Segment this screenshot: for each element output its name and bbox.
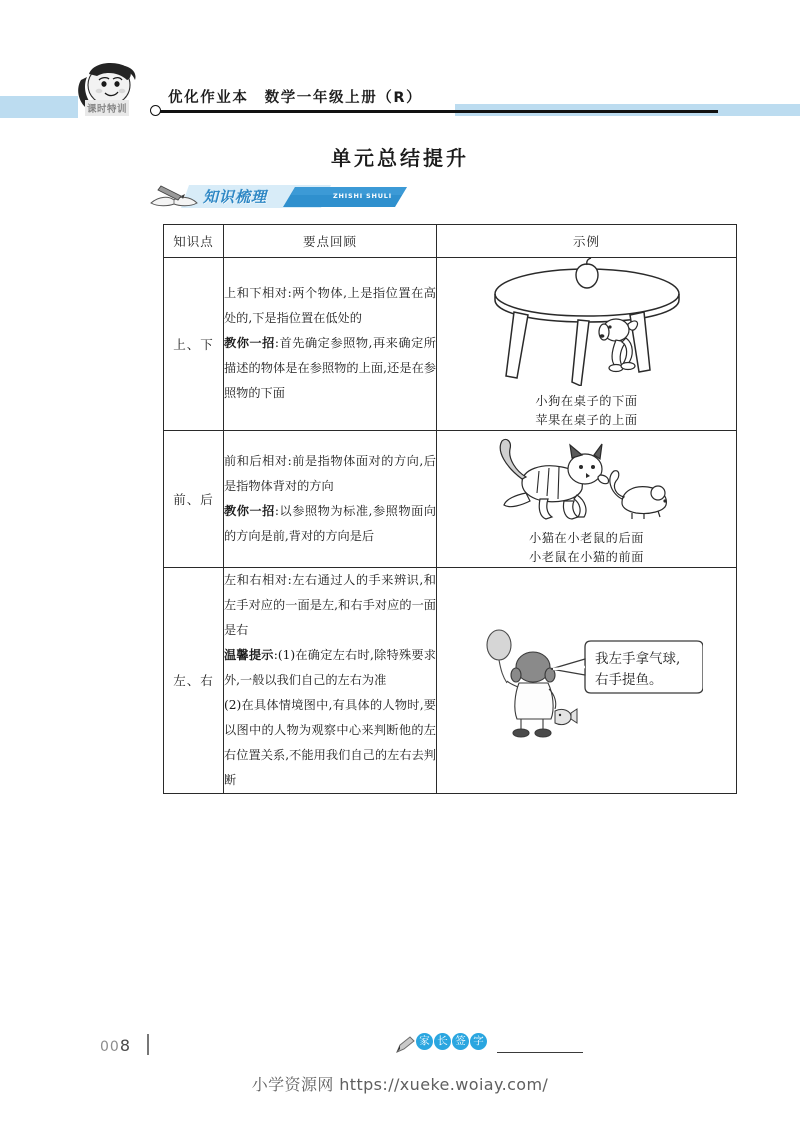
header-example: 示例 (437, 225, 737, 258)
section-banner (145, 182, 415, 212)
caption-line-1: 小猫在小老鼠的后面 (528, 530, 645, 545)
knowledge-point-front-back: 前、后 (164, 430, 224, 567)
knowledge-point-up-down: 上、下 (164, 258, 224, 431)
table-row (164, 258, 737, 431)
header-dot-icon (150, 105, 161, 116)
signature-blank-line (497, 1052, 583, 1053)
parent-signature-area (395, 1033, 615, 1057)
review-tip-paragraph (224, 643, 436, 693)
signature-char-2: 长 (434, 1033, 451, 1050)
page-number-prefix: 00 (100, 1039, 120, 1055)
review-tip-label: 教你一招 (224, 336, 275, 351)
open-book-icon (147, 183, 201, 211)
review-tip-text: :(1)在确定左右时,除特殊要求外,一般以我们自己的左右为准 (224, 647, 436, 687)
example-cell-up-down (437, 258, 737, 431)
page-title: 单元总结提升 (331, 146, 469, 170)
site-watermark: 小学资源网 https://xueke.woiay.com/ (251, 1075, 549, 1094)
banner-pinyin: ZHISHI SHULI (333, 192, 392, 200)
pencil-icon (395, 1036, 415, 1054)
signature-char-1: 家 (416, 1033, 433, 1050)
example-caption-front-back (437, 529, 736, 567)
page-number (100, 1036, 131, 1055)
header-key-review: 要点回顾 (224, 225, 437, 258)
book-title: 优化作业本 数学一年级上册（R） (168, 90, 423, 106)
cat-chasing-mouse-illustration (482, 431, 692, 523)
review-main-text: 上和下相对:两个物体,上是指位置在高处的,下是指位置在低处的 (224, 286, 436, 326)
signature-char-4: 字 (470, 1033, 487, 1050)
brand-logo (55, 62, 151, 118)
page-number-value: 8 (119, 1036, 132, 1055)
example-cell-left-right (437, 567, 737, 793)
brand-logo-text: 课时特训 (85, 100, 129, 116)
knowledge-point-left-right: 左、右 (164, 567, 224, 793)
example-caption-up-down (437, 392, 736, 430)
review-tip-label: 温馨提示 (224, 647, 274, 662)
review-tip-paragraph (224, 331, 436, 406)
caption-line-1: 小狗在桌子的下面 (535, 394, 638, 408)
table-row (164, 567, 737, 793)
girl-with-balloon-and-fish-illustration (471, 627, 703, 739)
speech-line-2-text: 右手提鱼。 (594, 672, 662, 689)
signature-char-3: 签 (452, 1033, 469, 1050)
header-rule (158, 110, 718, 113)
page-header (0, 0, 800, 130)
parent-signature-label (416, 1033, 487, 1050)
review-tip-paragraph (224, 499, 436, 549)
review-main-text: 前和后相对:前是指物体面对的方向,后是指物体背对的方向 (224, 453, 436, 493)
caption-line-2: 小老鼠在小猫的前面 (528, 549, 645, 564)
review-tip-text: :首先确定参照物,再来确定所描述的物体是在参照物的上面,还是在参照物的下面 (224, 336, 436, 401)
review-cell-front-back (224, 430, 437, 567)
review-main-text: 左和右相对:左右通过人的手来辨识,和左手对应的一面是左,和右手对应的一面是右 (224, 572, 436, 637)
summary-table (163, 224, 737, 794)
review-cell-left-right (224, 567, 437, 793)
page-number-rule (147, 1034, 149, 1055)
example-cell-front-back (437, 430, 737, 567)
banner-label: 知识梳理 (203, 188, 268, 206)
review-extra-text: (2)在具体情境图中,有具体的人物时,要以图中的人物为观察中心来判断他的左右位置关系,不能用我们自己的左右去判断 (224, 697, 436, 787)
table-header-row (164, 225, 737, 258)
caption-line-2: 苹果在桌子的上面 (535, 412, 638, 427)
review-tip-label: 教你一招 (224, 503, 275, 518)
table-apple-dog-illustration (476, 258, 698, 386)
review-cell-up-down (224, 258, 437, 431)
header-knowledge-point: 知识点 (164, 225, 224, 258)
speech-line-1-text: 我左手拿气球, (594, 651, 680, 668)
review-tip-text: :以参照物为标准,参照物面向的方向是前,背对的方向是后 (224, 503, 436, 543)
table-row (164, 430, 737, 567)
